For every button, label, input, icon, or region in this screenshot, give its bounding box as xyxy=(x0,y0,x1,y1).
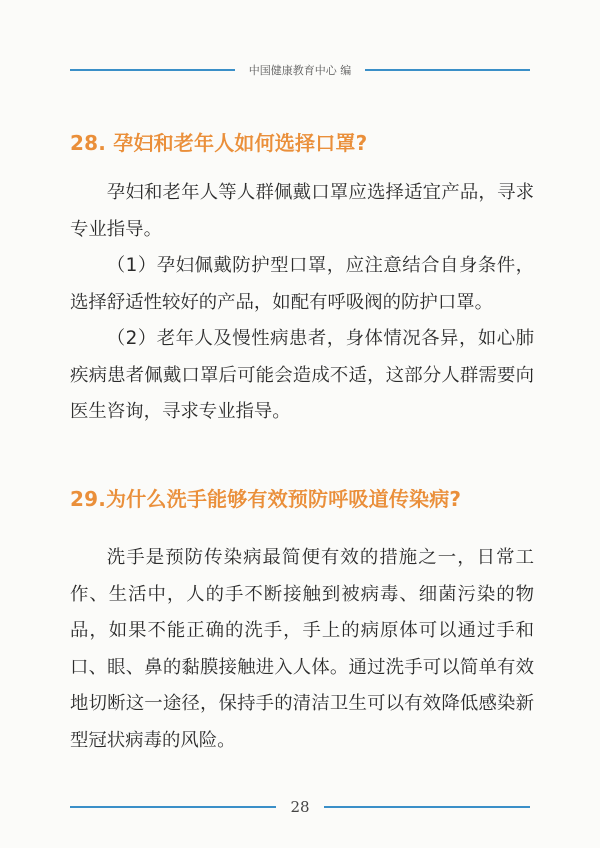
paragraph: 孕妇和老年人等人群佩戴口罩应选择适宜产品，寻求专业指导。 xyxy=(70,182,534,240)
paragraph: （1）孕妇佩戴防护型口罩，应注意结合自身条件，选择舒适性较好的产品，如配有呼吸阀的防护口罩。 xyxy=(70,255,534,313)
paragraph: 洗手是预防传染病最简便有效的措施之一，日常工作、生活中，人的手不断接触到被病毒、细菌污染的物品，如果不能正确的洗手，手上的病原体可以通过手和口、眼、鼻的黏膜接触进入人体。通过洗手可以简单有效地切断这一途径，保持手的清洁卫生可以有效降低感染新型冠状病毒的风险。 xyxy=(70,547,534,751)
header-title: 中国健康教育中心 编 xyxy=(248,64,352,77)
page-number: 28 xyxy=(290,798,310,816)
page-header xyxy=(70,58,530,82)
page-footer xyxy=(70,796,530,818)
section-body-29 xyxy=(70,540,534,759)
section-body-28 xyxy=(70,175,534,431)
header-rule-left xyxy=(70,69,235,71)
footer-rule-left xyxy=(70,806,276,808)
section-heading-29: 29.为什么洗手能够有效预防呼吸道传染病? xyxy=(70,487,462,511)
section-heading-28: 28. 孕妇和老年人如何选择口罩? xyxy=(70,131,368,155)
header-rule-right xyxy=(365,69,530,71)
paragraph: （2）老年人及慢性病患者，身体情况各异，如心肺疾病患者佩戴口罩后可能会造成不适，这部分人群需要向医生咨询，寻求专业指导。 xyxy=(70,328,534,422)
footer-rule-right xyxy=(324,806,530,808)
